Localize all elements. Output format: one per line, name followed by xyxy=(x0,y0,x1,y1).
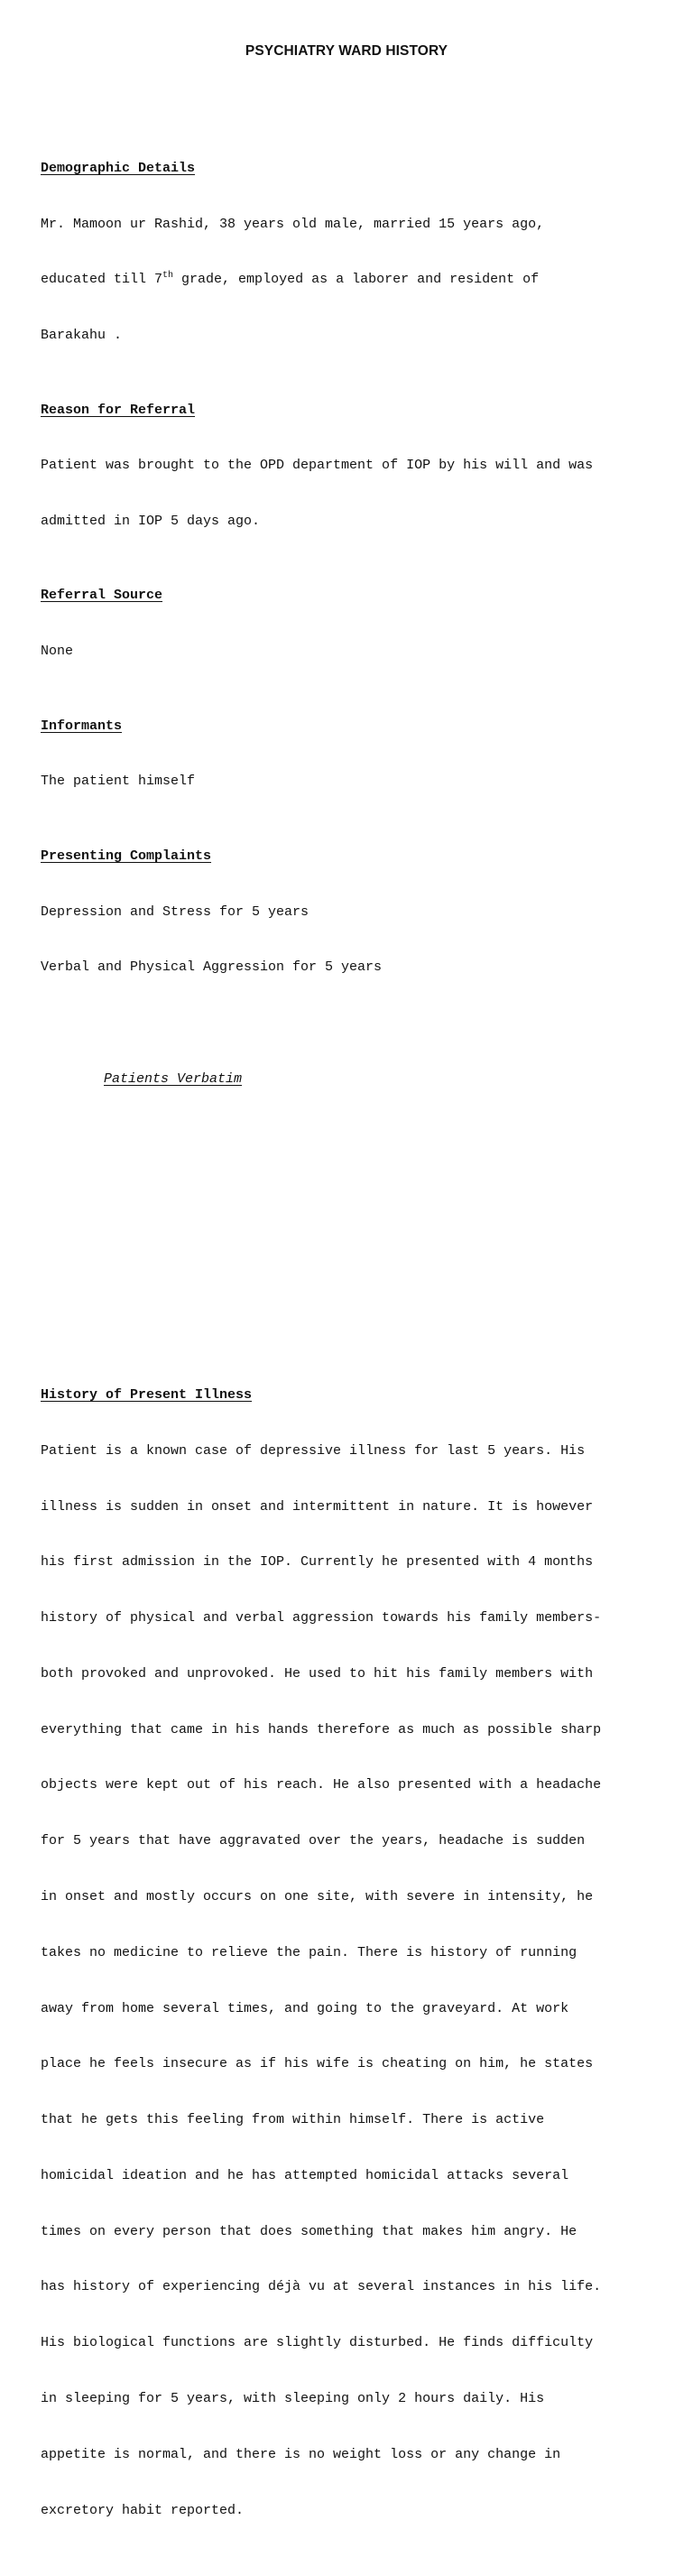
demographic-line-2-sup: th xyxy=(162,271,174,282)
verbatim-line xyxy=(41,1070,672,1089)
hpi-line: excretory habit reported. xyxy=(41,2502,245,2518)
referral-reason-line-1: Patient was brought to the OPD department of IOP by his will and was xyxy=(41,458,594,474)
informants-text: The patient himself xyxy=(41,774,196,790)
hpi-line: homicidal ideation and he has attempted homicidal attacks several xyxy=(41,2167,569,2183)
spacer xyxy=(41,1015,672,1033)
hpi-line: history of physical and verbal aggression towards his family members- xyxy=(41,1610,602,1626)
patients-verbatim: Patients Verbatim xyxy=(104,1070,243,1087)
hpi-line: takes no medicine to relieve the pain. There is history of running xyxy=(41,1944,578,1960)
hpi-line: illness is sudden in onset and intermittent in nature. It is however xyxy=(41,1498,594,1515)
spacer xyxy=(41,1312,672,1331)
hpi-line: away from home several times, and going to the graveyard. At work xyxy=(41,2000,569,2016)
spacer xyxy=(41,1200,672,1219)
complaints-heading: Presenting Complaints xyxy=(41,848,212,864)
hpi-line: that he gets this feeling from within himself. There is active xyxy=(41,2112,545,2128)
complaint-line-1: Depression and Stress for 5 years xyxy=(41,903,310,920)
hpi-line: in sleeping for 5 years, with sleeping only 2 hours daily. His xyxy=(41,2391,545,2407)
spacer xyxy=(41,1256,672,1275)
demographic-line-2-pre: educated till 7 xyxy=(41,272,163,288)
hpi-line: appetite is normal, and there is no weight loss or any change in xyxy=(41,2446,561,2462)
referral-reason-heading: Reason for Referral xyxy=(41,402,196,418)
complaints-heading-line xyxy=(41,848,672,866)
spacer xyxy=(41,1144,672,1163)
referral-source-text: None xyxy=(41,644,74,660)
hpi-line: both provoked and unprovoked. He used to hit his family members with xyxy=(41,1665,594,1682)
hpi-line: times on every person that does something that makes him angry. He xyxy=(41,2223,578,2239)
hpi-line: Patient is a known case of depressive illness for last 5 years. His xyxy=(41,1442,586,1459)
referral-source-heading: Referral Source xyxy=(41,588,163,604)
referral-reason-heading-line xyxy=(41,402,672,421)
referral-reason-line-2: admitted in IOP 5 days ago. xyxy=(41,514,261,530)
demographic-line-1: Mr. Mamoon ur Rashid, 38 years old male, married 15 years ago, xyxy=(41,216,545,232)
hpi-line: objects were kept out of his reach. He also presented with a headache xyxy=(41,1777,602,1793)
hpi-line: in onset and mostly occurs on one site, with severe in intensity, he xyxy=(41,1889,594,1904)
hpi-line: His biological functions are slightly disturbed. He finds difficulty xyxy=(41,2335,594,2351)
hpi-line: for 5 years that have aggravated over the years, headache is sudden xyxy=(41,1833,586,1849)
demographic-heading: Demographic Details xyxy=(41,160,196,176)
document-body xyxy=(41,104,672,2576)
hpi-line: his first admission in the IOP. Currently he presented with 4 months xyxy=(41,1554,594,1571)
demographic-line-2-post: grade, employed as a laborer and resident of xyxy=(173,272,540,288)
informants-heading: Informants xyxy=(41,718,123,734)
informants-heading-line xyxy=(41,718,672,737)
referral-source-heading-line xyxy=(41,587,672,606)
hpi-line: has history of experiencing déjà vu at several instances in his life. xyxy=(41,2279,602,2295)
hpi-heading: History of Present Illness xyxy=(41,1386,253,1403)
demographic-line-2 xyxy=(41,271,672,290)
page-title: PSYCHIATRY WARD HISTORY xyxy=(245,43,448,59)
hpi-line: everything that came in his hands therefore as much as possible sharp xyxy=(41,1721,602,1737)
complaint-line-2: Verbal and Physical Aggression for 5 years xyxy=(41,959,383,976)
hpi-heading-line xyxy=(41,1386,672,1405)
demographic-line-3: Barakahu . xyxy=(41,328,123,344)
demographic-heading-line xyxy=(41,160,672,179)
hpi-line: place he feels insecure as if his wife is cheating on him, he states xyxy=(41,2056,594,2072)
